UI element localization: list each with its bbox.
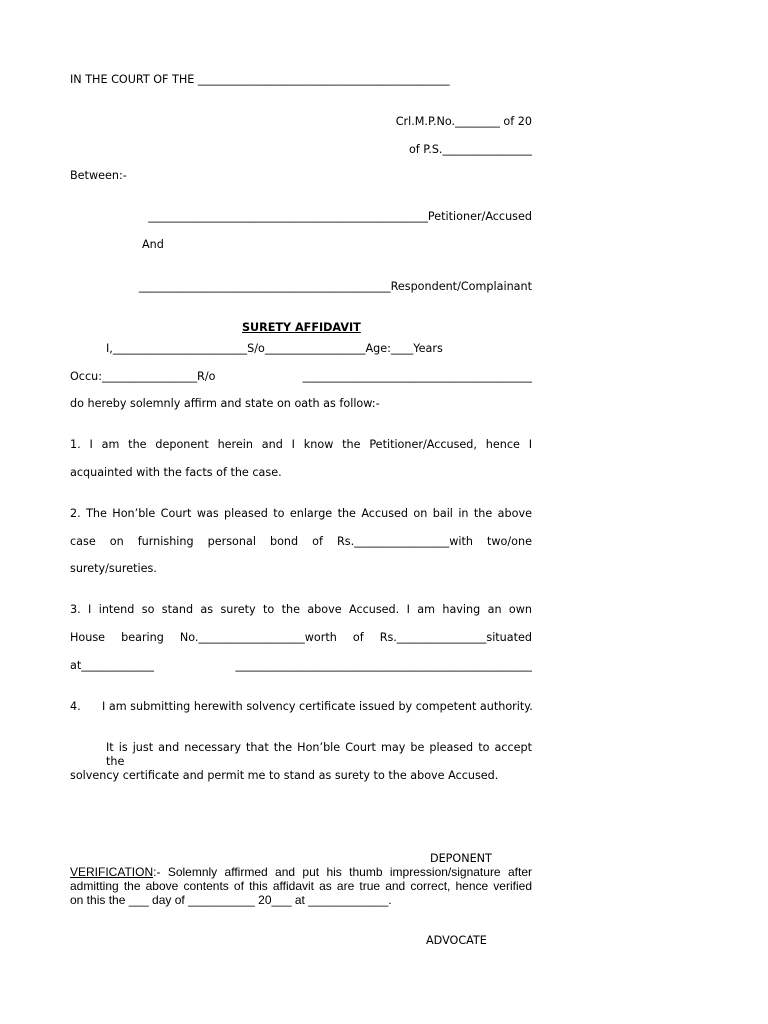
deponent-details-line2: Occu:_________________R/o _________________________________________ [70,370,532,383]
verification-line3: on this the ___ day of __________ 20___ at ____________. [70,893,392,907]
deponent-details-line1: I,________________________S/o__________________Age:____Years [106,342,443,355]
and-label: And [142,238,164,251]
para3-line2: House bearing No.___________________worth of Rs.________________situated [70,631,532,644]
petitioner-line: __________________________________________________Petitioner/Accused [148,210,532,223]
case-number: Crl.M.P.No.________ of 20 [395,115,532,128]
verification-text1: :- Solemnly affirmed and put his thumb impression/signature after [153,865,532,879]
para3-line3: at_____________ _____________________________________________________ [70,659,532,672]
verification-line2: admitting the above contents of this affidavit as are true and correct, hence verified [70,879,532,893]
verification-label: VERIFICATION [70,865,154,879]
document-title: SURETY AFFIDAVIT [242,321,361,334]
affirmation: do hereby solemnly affirm and state on oath as follow:- [70,397,380,410]
court-heading: IN THE COURT OF THE _____________________________________________ [70,73,450,86]
para1-line1: 1. I am the deponent herein and I know the Petitioner/Accused, hence I [70,438,532,451]
para2-line2: case on furnishing personal bond of Rs._________________with two/one [70,535,532,548]
deponent-signature-label: DEPONENT [430,852,492,865]
para1-line2: acquainted with the facts of the case. [70,466,282,479]
police-station: of P.S.________________ [408,143,532,156]
advocate-signature-label: ADVOCATE [426,934,487,947]
para3-line1: 3. I intend so stand as surety to the above Accused. I am having an own [70,603,532,616]
prayer-line2: solvency certificate and permit me to stand as surety to the above Accused. [70,769,499,782]
between-label: Between:- [70,169,127,182]
para2-line1: 2. The Hon’ble Court was pleased to enlarge the Accused on bail in the above [70,507,532,520]
para2-line3: surety/sureties. [70,562,157,575]
para4: 4. I am submitting herewith solvency certificate issued by competent authority. [70,700,533,713]
prayer-line1: It is just and necessary that the Hon’ble Court may be pleased to accept the [106,741,532,768]
verification-line1 [70,865,532,879]
respondent-line: _____________________________________________Respondent/Complainant [138,280,532,293]
